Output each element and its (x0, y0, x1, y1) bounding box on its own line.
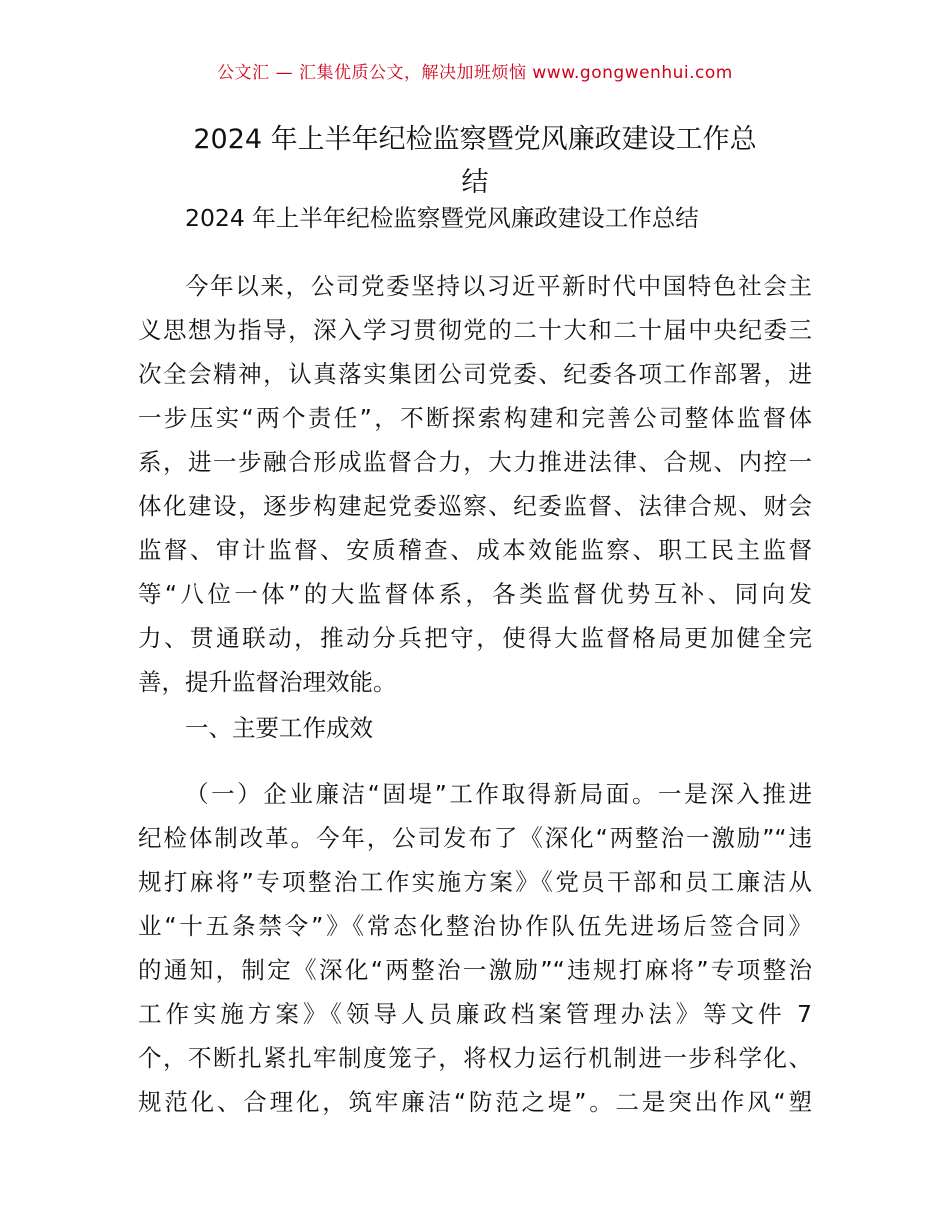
paragraph-line: 业“十五条禁令”》《常态化整治协作队伍先进场后签合同》 (138, 912, 812, 940)
paragraph-line: 监督、审计监督、安质稽查、成本效能监察、职工民主监督 (138, 536, 812, 564)
paragraph-line: 规打麻将”专项整治工作实施方案》《党员干部和员工廉洁从 (138, 868, 812, 896)
paragraph-line: 个，不断扎紧扎牢制度笼子，将权力运行机制进一步科学化、 (138, 1044, 812, 1072)
paragraph-line: 纪检体制改革。今年，公司发布了《深化“两整治一激励”“违 (138, 824, 812, 852)
paragraph-line: 今年以来，公司党委坚持以习近平新时代中国特色社会主 (185, 272, 812, 300)
paragraph-line: 力、贯通联动，推动分兵把守，使得大监督格局更加健全完 (138, 624, 812, 652)
paragraph-line: （一）企业廉洁“固堤”工作取得新局面。一是深入推进 (185, 780, 812, 808)
section-heading (138, 706, 812, 750)
document-subtitle (138, 196, 812, 240)
paragraph-line: 义思想为指导，深入学习贯彻党的二十大和二十届中央纪委三 (138, 316, 812, 344)
document-title (138, 118, 812, 204)
paragraph-line: 的通知，制定《深化“两整治一激励”“违规打麻将”专项整治 (138, 956, 812, 984)
subtitle-line: 2024 年上半年纪检监察暨党风廉政建设工作总结 (185, 204, 699, 232)
paragraph-line: 善，提升监督治理效能。 (138, 668, 397, 696)
header-banner[interactable]: 公文汇 — 汇集优质公文，解决加班烦恼 www.gongwenhui.com (217, 63, 733, 83)
paragraph-line: 工作实施方案》《领导人员廉政档案管理办法》等文件 7 (138, 1000, 812, 1028)
title-line-1: 2024 年上半年纪检监察暨党风廉政建设工作总 (193, 124, 757, 155)
paragraph-line: 系，进一步融合形成监督合力，大力推进法律、合规、内控一 (138, 448, 812, 476)
paragraph-line: 规范化、合理化，筑牢廉洁“防范之堤”。二是突出作风“塑 (138, 1088, 812, 1116)
section-heading-text: 一、主要工作成效 (185, 714, 373, 742)
paragraph-line: 一步压实“两个责任”，不断探索构建和完善公司整体监督体 (138, 404, 812, 432)
paragraph-line: 次全会精神，认真落实集团公司党委、纪委各项工作部署，进 (138, 360, 812, 388)
intro-paragraph (138, 264, 812, 704)
section1-paragraph (138, 772, 812, 1124)
title-line-2: 结 (461, 167, 489, 198)
paragraph-line: 等“八位一体”的大监督体系，各类监督优势互补、同向发 (138, 580, 812, 608)
paragraph-line: 体化建设，逐步构建起党委巡察、纪委监督、法律合规、财会 (138, 492, 812, 520)
